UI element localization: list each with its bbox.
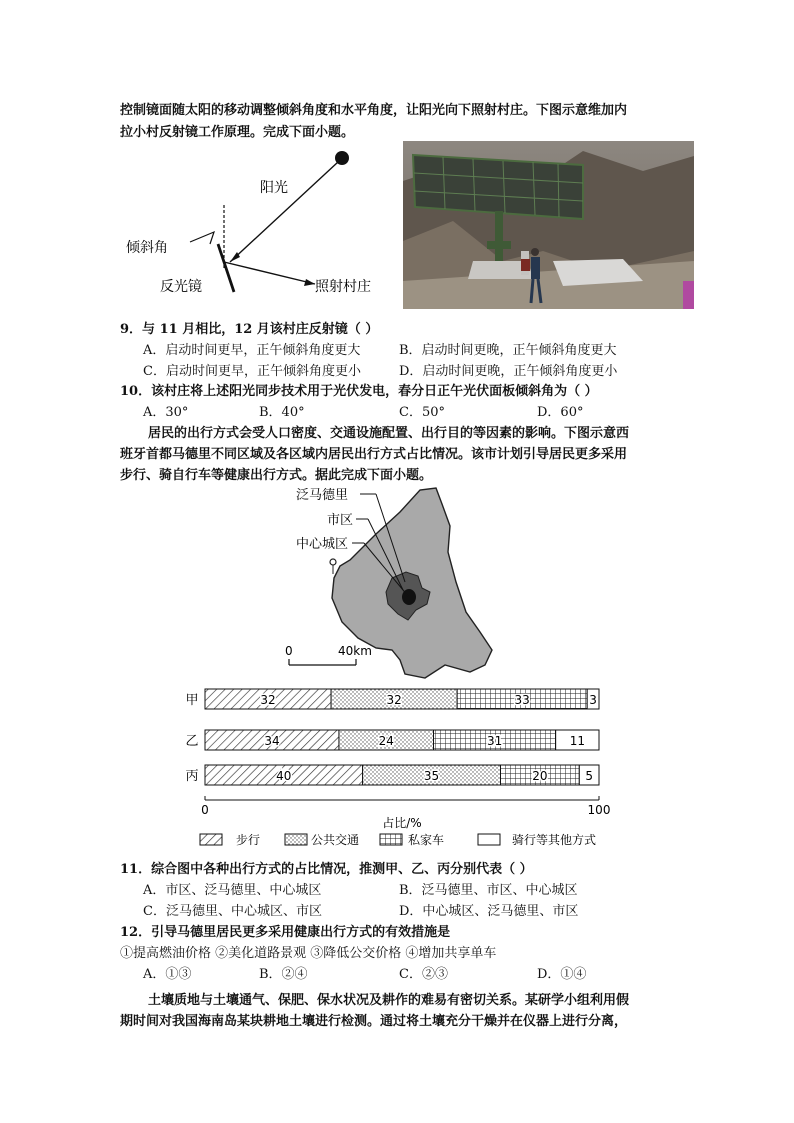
madrid-region-map [280, 482, 510, 682]
bar-value-label: 11 [569, 734, 585, 748]
chart-legend [200, 832, 596, 847]
bar-value-label: 5 [585, 769, 593, 783]
reflected-ray [224, 262, 315, 284]
question-12-items: ①提高燃油价格 ②美化道路景观 ③降低公交价格 ④增加共享单车 [120, 946, 497, 961]
intro-text-line: 班牙首都马德里不同区域及各区域内居民出行方式占比情况。该市计划引导居民更多采用 [120, 447, 628, 462]
question-12-option-a[interactable]: A．①③ [143, 967, 192, 982]
question-12-option-d[interactable]: D．①④ [537, 967, 587, 982]
question-9-option-d[interactable]: D．启动时间更晚，正午倾斜角度更小 [399, 364, 618, 379]
legend-label-transit: 公共交通 [311, 833, 360, 847]
category-label: 甲 [185, 693, 199, 708]
question-9-option-a[interactable]: A．启动时间更早，正午倾斜角度更大 [143, 343, 361, 358]
bar-value-label: 35 [423, 769, 440, 783]
village-label: 照射村庄 [315, 279, 371, 295]
question-9-option-b[interactable]: B．启动时间更晚，正午倾斜角度更大 [399, 343, 617, 358]
question-11-stem: 11．综合图中各种出行方式的占比情况，推测甲、乙、丙分别代表（ ） [120, 862, 533, 877]
scale-zero-label: 0 [285, 644, 293, 658]
intro-text-line: 控制镜面随太阳的移动调整倾斜角度和水平角度，让阳光向下照射村庄。下图示意维加内 [120, 103, 628, 118]
intro-text-line: 土壤质地与土壤通气、保肥、保水状况及耕作的难易有密切关系。某研学小组利用假 [148, 993, 630, 1008]
x-tick-label: 100 [587, 803, 611, 817]
mirror-line [218, 244, 234, 292]
intro-text-line: 拉小村反射镜工作原理。完成下面小题。 [120, 125, 355, 140]
legend-swatch-other [478, 834, 500, 845]
x-tick-label: 0 [201, 803, 209, 817]
question-12-option-b[interactable]: B．②④ [259, 967, 308, 982]
question-10-option-b[interactable]: B．40° [259, 405, 305, 420]
question-12-option-c[interactable]: C．②③ [399, 967, 448, 982]
legend-label-car: 私家车 [408, 833, 445, 847]
question-10-stem: 10．该村庄将上述阳光同步技术用于光伏发电，春分日正午光伏面板倾斜角为（ ） [120, 384, 598, 399]
bar-value-label: 3 [589, 693, 597, 707]
question-9-option-c[interactable]: C．启动时间更早，正午倾斜角度更小 [143, 364, 361, 379]
question-10-option-c[interactable]: C．50° [399, 405, 445, 420]
question-9-stem: 9．与 11 月相比，12 月该村庄反射镜（ ） [120, 322, 379, 337]
legend-swatch-walk [200, 834, 222, 845]
question-11-option-c[interactable]: C．泛马德里、中心城区、市区 [143, 904, 322, 919]
mirror-label: 反光镜 [160, 279, 202, 295]
travel-mode-chart [180, 683, 620, 853]
reflector-photo [403, 141, 694, 309]
scale-distance-label: 40km [338, 644, 372, 658]
question-10-option-a[interactable]: A．30° [143, 405, 189, 420]
tilt-angle-pointer [190, 232, 214, 244]
question-10-option-d[interactable]: D．60° [537, 405, 584, 420]
legend-swatch-car [380, 834, 402, 845]
bar-value-label: 40 [276, 769, 292, 783]
legend-label-walk: 步行 [236, 833, 261, 847]
reflector-diagram [120, 140, 400, 315]
enclave-marker [330, 559, 336, 565]
question-11-option-d[interactable]: D．中心城区、泛马德里、市区 [399, 904, 579, 919]
intro-text-line: 居民的出行方式会受人口密度、交通设施配置、出行目的等因素的影响。下图示意西 [148, 426, 630, 441]
bar-value-label: 32 [386, 693, 402, 707]
question-11-option-b[interactable]: B．泛马德里、市区、中心城区 [399, 883, 578, 898]
bar-value-label: 20 [532, 769, 548, 783]
bar-value-label: 31 [486, 734, 503, 748]
category-label: 乙 [185, 734, 199, 749]
question-12-stem: 12．引导马德里居民更多采用健康出行方式的有效措施是 [120, 925, 451, 940]
bar-value-label: 33 [514, 693, 530, 707]
legend-swatch-transit [285, 834, 307, 845]
intro-text-line: 期时间对我国海南岛某块耕地土壤进行检测。通过将土壤充分干燥并在仪器上进行分离， [120, 1014, 628, 1029]
category-label: 丙 [185, 769, 199, 784]
tilt-angle-label: 倾斜角 [126, 240, 168, 256]
legend-label-other: 骑行等其他方式 [512, 833, 597, 847]
question-11-option-a[interactable]: A．市区、泛马德里、中心城区 [143, 883, 322, 898]
map-label-city: 市区 [327, 513, 354, 528]
bar-value-label: 32 [260, 693, 276, 707]
bar-value-label: 24 [378, 734, 394, 748]
bar-value-label: 34 [264, 734, 280, 748]
map-label-greater-madrid: 泛马德里 [296, 488, 349, 503]
map-label-center: 中心城区 [296, 537, 349, 552]
sunlight-label: 阳光 [260, 180, 288, 196]
x-axis-label: 占比/% [382, 816, 422, 830]
sunlight-ray [230, 162, 338, 262]
intro-text-line: 步行、骑自行车等健康出行方式。据此完成下面小题。 [120, 468, 433, 483]
